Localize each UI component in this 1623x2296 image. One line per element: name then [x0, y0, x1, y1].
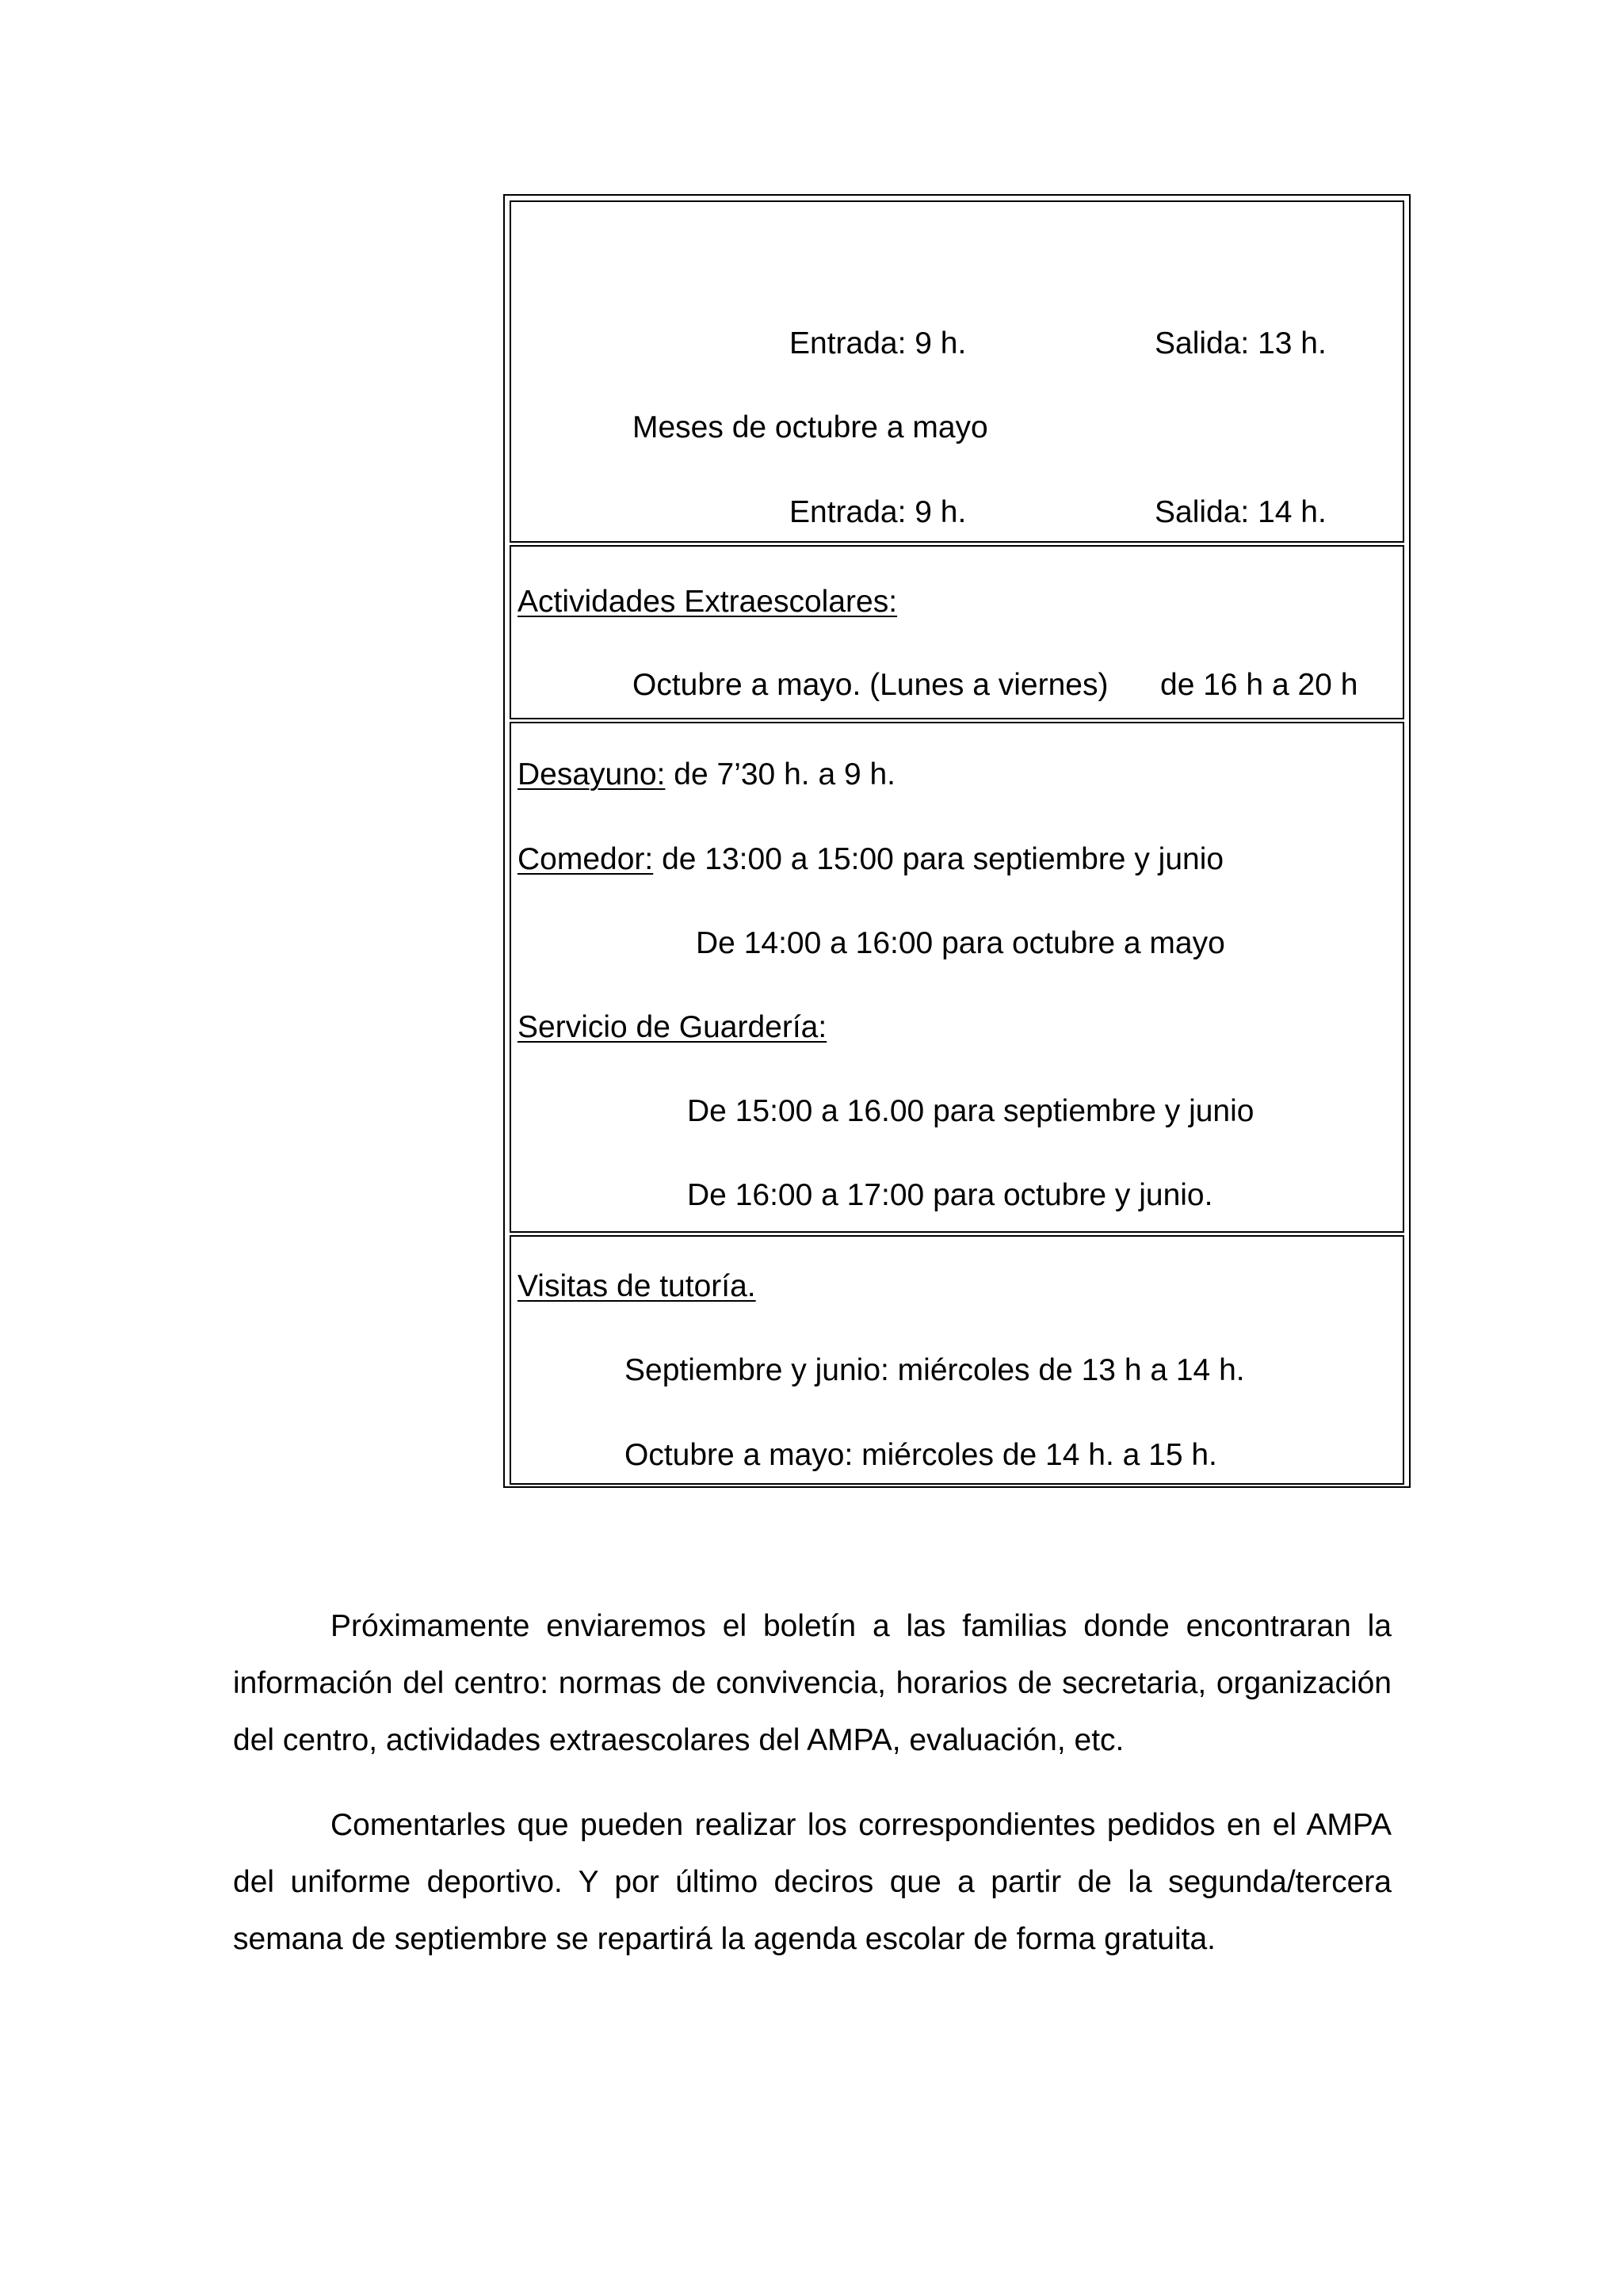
entry-time-sep-jun: Entrada: 9 h. — [789, 326, 967, 360]
bulletin-paragraph: Próximamente enviaremos el boletín a las familias donde encontraran la información del centro: normas de convivencia, horarios de secretaria, organización del centro, actividades extraescolares del AMPA, evaluación, etc. — [233, 1609, 1392, 1757]
daycare-time-1: De 15:00 a 16.00 para septiembre y junio — [687, 1094, 1254, 1128]
months-label: Meses de octubre a mayo — [632, 410, 988, 444]
lunch-time-oct-may: De 14:00 a 16:00 para octubre a mayo — [696, 926, 1225, 960]
daycare-time-2: De 16:00 a 17:00 para octubre y junio. — [687, 1178, 1213, 1212]
services-cell — [510, 722, 1404, 1233]
extracurricular-cell — [510, 545, 1404, 719]
lunch-time-sep-jun: de 13:00 a 15:00 para septiembre y junio — [662, 842, 1224, 876]
lunch-line — [517, 844, 1224, 875]
daycare-label: Servicio de Guardería: — [517, 1010, 827, 1044]
entry-time-oct-may: Entrada: 9 h. — [789, 495, 967, 529]
extracurricular-time: de 16 h a 20 h — [1160, 668, 1358, 702]
extracurricular-heading: Actividades Extraescolares: — [517, 585, 898, 619]
tutoring-time-2: Octubre a mayo: miércoles de 14 h. a 15 h. — [624, 1438, 1217, 1472]
tutoring-cell — [510, 1235, 1404, 1485]
tutoring-time-1: Septiembre y junio: miércoles de 13 h a 14 h. — [624, 1353, 1245, 1387]
schedule-table — [503, 194, 1411, 1488]
breakfast-line — [517, 759, 896, 790]
breakfast-label: Desayuno: — [517, 757, 666, 791]
extracurricular-period: Octubre a mayo. (Lunes a viernes) — [632, 668, 1109, 702]
tutoring-heading: Visitas de tutoría. — [517, 1269, 756, 1303]
uniform-agenda-paragraph: Comentarles que pueden realizar los correspondientes pedidos en el AMPA del uniforme deportivo. Y por último deciros que a partir de la segunda/tercera semana de septiembre se repartirá la agenda escolar de forma gratuita. — [233, 1808, 1392, 1956]
exit-time-oct-may: Salida: 14 h. — [1155, 495, 1327, 529]
exit-time-sep-jun: Salida: 13 h. — [1155, 326, 1327, 360]
school-hours-cell — [510, 200, 1404, 543]
lunch-label: Comedor: — [517, 842, 654, 876]
breakfast-time: de 7’30 h. a 9 h. — [674, 757, 896, 791]
